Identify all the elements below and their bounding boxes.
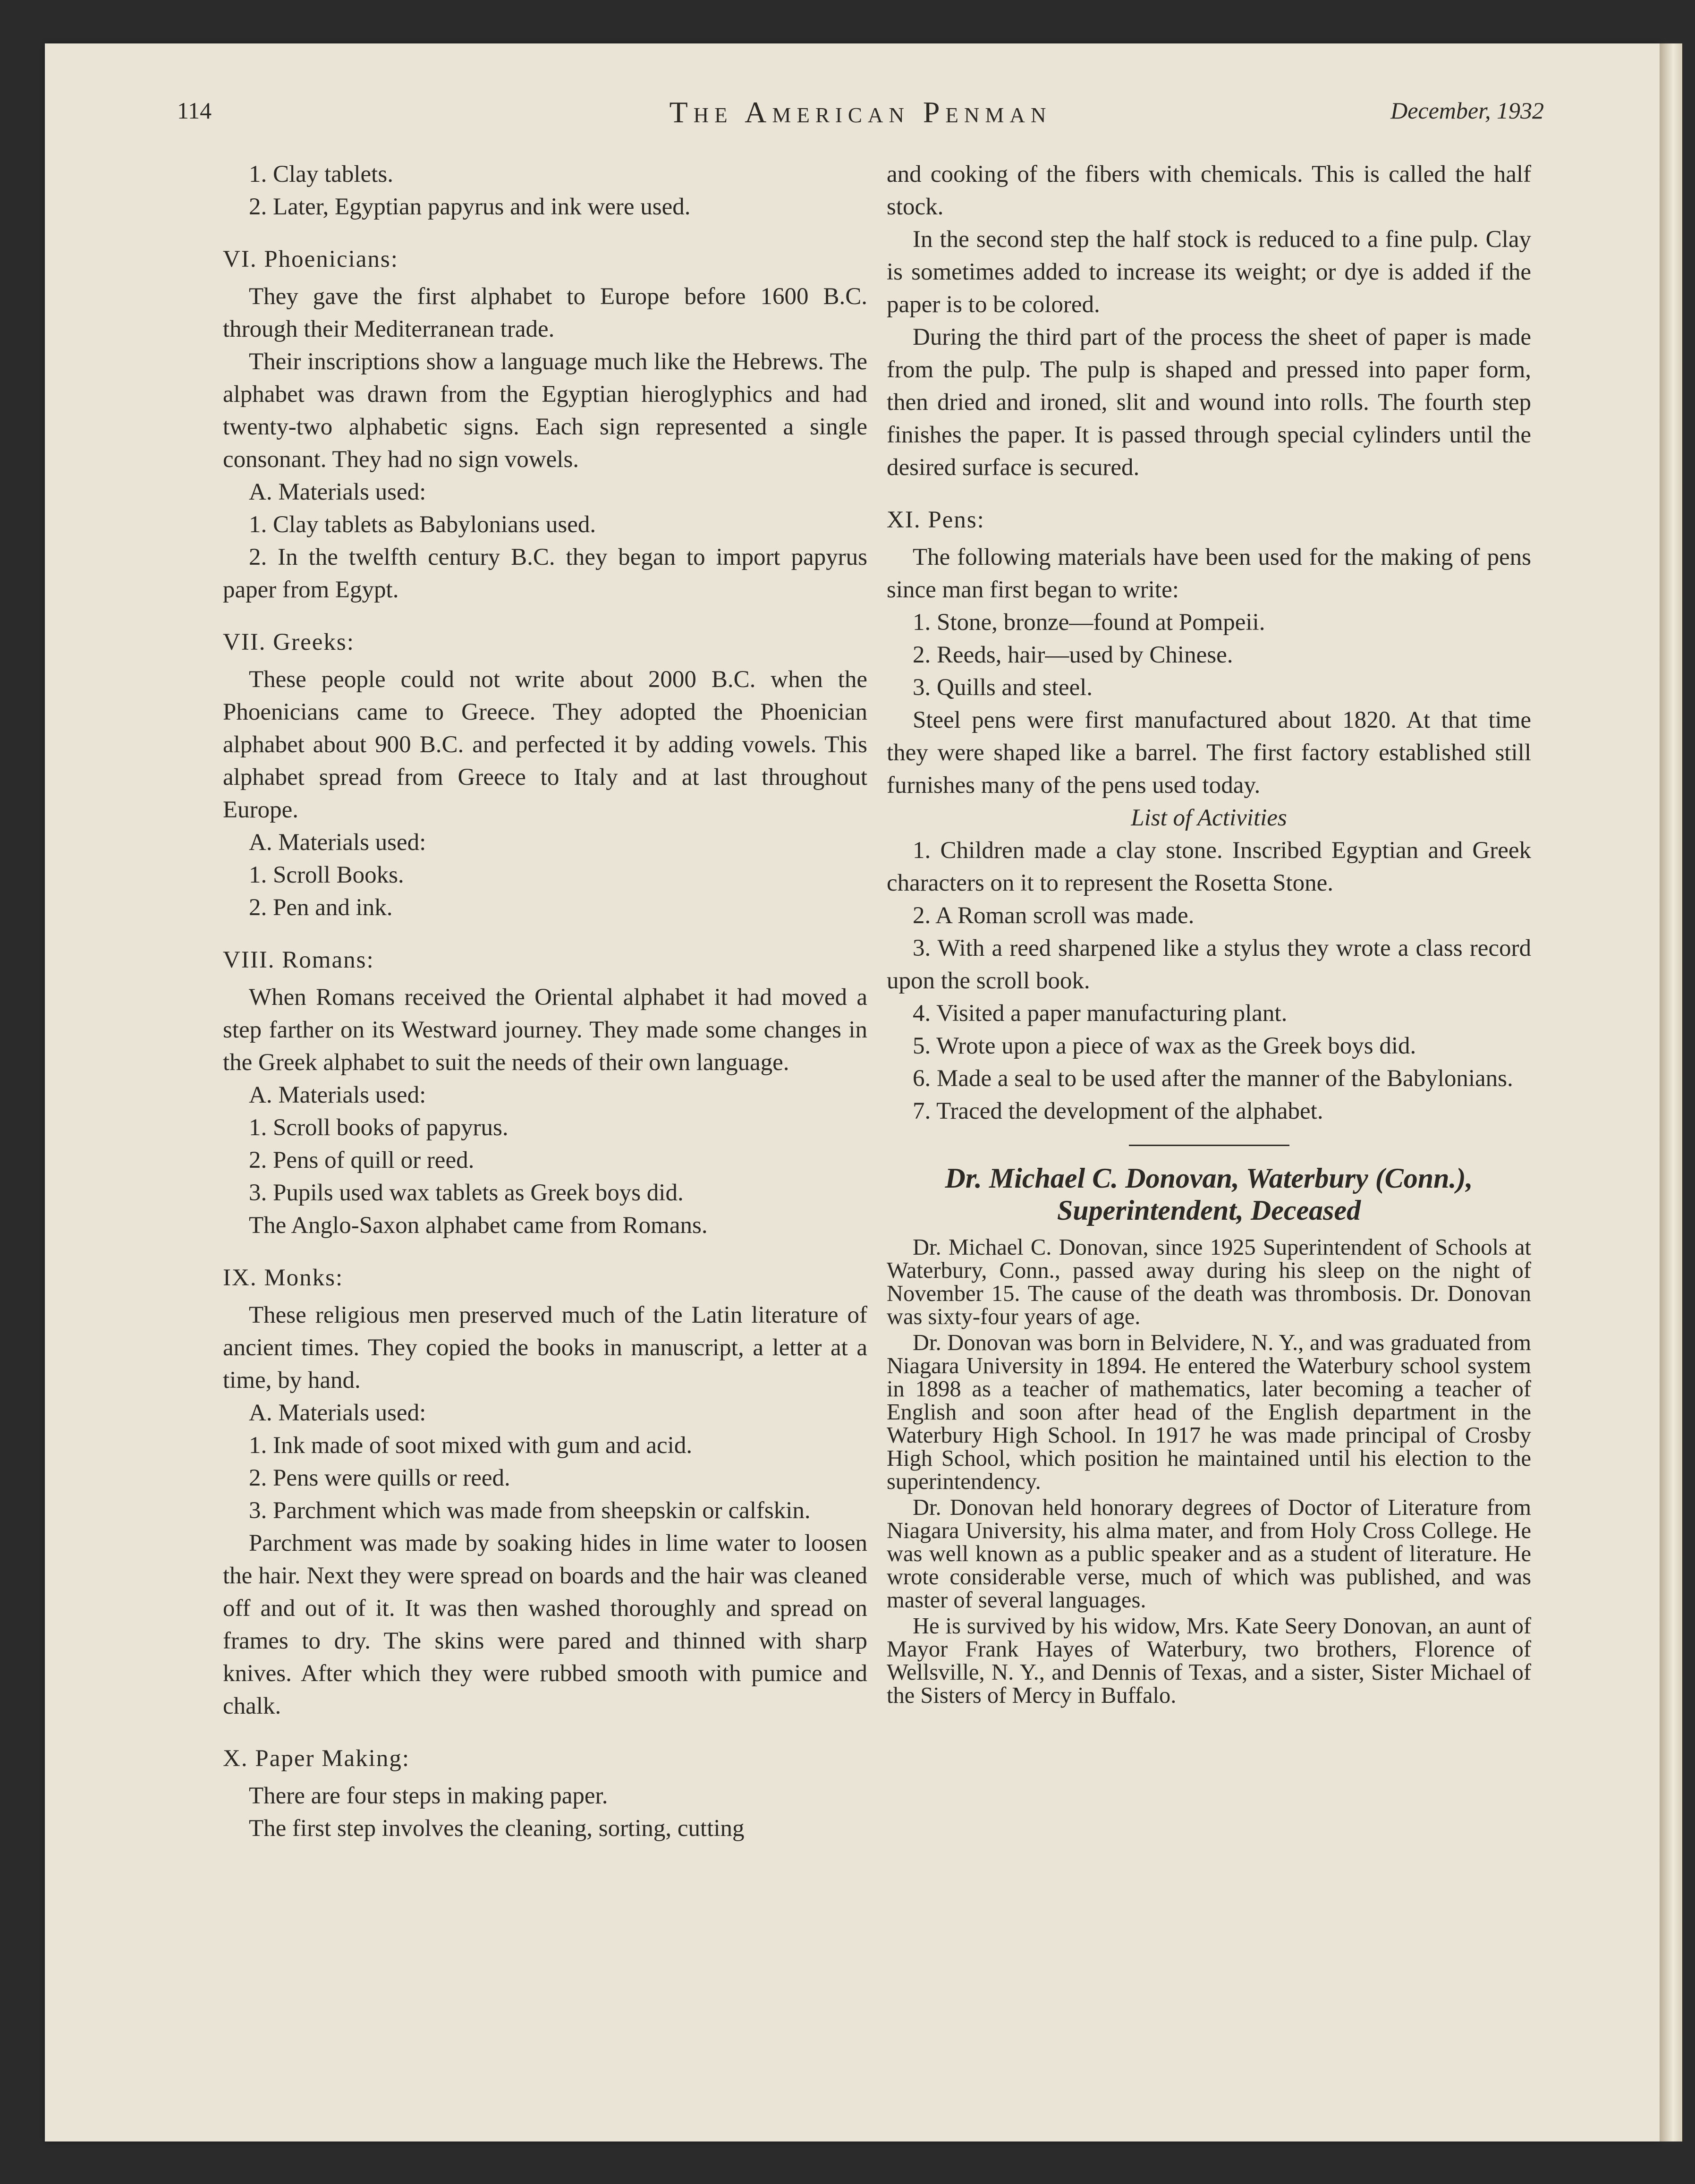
list-item: 2. Pen and ink. bbox=[249, 894, 393, 921]
list-item: 2. Pens were quills or reed. bbox=[249, 1465, 510, 1491]
page-spine bbox=[1660, 43, 1682, 2142]
page-number: 114 bbox=[177, 97, 212, 124]
paragraph: Parchment was made by soaking hides in lime water to loosen the hair. Next they were spread on boards and the hair was cleaned off and out of it. It was then washed thoroughly and spread on frames to dry. The skins were pared and thinned with sharp knives. After which they were rubbed smooth with pumice and chalk. bbox=[223, 1530, 867, 1719]
list-item: 3. Pupils used wax tablets as Greek boys did. bbox=[249, 1180, 684, 1206]
list-item: 2. Pens of quill or reed. bbox=[249, 1147, 475, 1173]
page-header bbox=[177, 97, 1544, 135]
paragraph: Dr. Donovan held honorary degrees of Doctor of Literature from Niagara University, his alma mater, and from Holy Cross College. He was well known as a public speaker and as a student of literature. He wrote considerable verse, much of which was published, and was master of several languages. bbox=[887, 1495, 1531, 1613]
activity-item: 6. Made a seal to be used after the manner of the Babylonians. bbox=[913, 1065, 1513, 1092]
left-column bbox=[223, 158, 867, 1845]
list-item: 2. In the twelfth century B.C. they began to import papyrus paper from Egypt. bbox=[223, 544, 867, 603]
paragraph: These religious men preserved much of the Latin literature of ancient times. They copied the books in manuscript, a letter at a time, by hand. bbox=[223, 1302, 867, 1394]
obituary-title-line-2: Superintendent, Deceased bbox=[1057, 1195, 1361, 1226]
list-item: 1. Scroll books of papyrus. bbox=[249, 1114, 508, 1141]
list-item: 2. Later, Egyptian papyrus and ink were used. bbox=[249, 194, 691, 220]
section-heading: XI. Pens: bbox=[887, 507, 985, 533]
paragraph: The following materials have been used for the making of pens since man first began to write: bbox=[887, 544, 1531, 603]
obituary-title-line-1: Dr. Michael C. Donovan, Waterbury (Conn.), bbox=[945, 1163, 1473, 1194]
activities-title: List of Activities bbox=[1131, 805, 1287, 831]
paragraph: During the third part of the process the sheet of paper is made from the pulp. The pulp is shaped and pressed into paper form, then dried and ironed, slit and wound into rolls. The fourth step finishes the paper. It is passed through special cylinders until the desired surface is secured. bbox=[887, 324, 1531, 481]
list-item: A. Materials used: bbox=[249, 829, 426, 856]
paragraph: The Anglo-Saxon alphabet came from Romans. bbox=[249, 1212, 708, 1239]
list-item: 2. Reeds, hair—used by Chinese. bbox=[913, 642, 1233, 668]
activity-item: 2. A Roman scroll was made. bbox=[913, 902, 1195, 929]
list-item: 1. Clay tablets. bbox=[249, 161, 393, 187]
section-heading: VIII. Romans: bbox=[223, 947, 374, 973]
activity-item: 4. Visited a paper manufacturing plant. bbox=[913, 1000, 1288, 1027]
list-item: A. Materials used: bbox=[249, 1082, 426, 1108]
right-column bbox=[887, 158, 1531, 1707]
obituary-title bbox=[887, 1162, 1531, 1226]
section-heading: IX. Monks: bbox=[223, 1265, 344, 1291]
paragraph: Dr. Donovan was born in Belvidere, N. Y., and was graduated from Niagara University in 1894. He entered the Waterbury school system in 1898 as a teacher of mathematics, later becoming a teacher of English and soon after head of the English department in the Waterbury High School. In 1917 he was made principal of Crosby High School, which position he maintained until his election to the superintendency. bbox=[887, 1330, 1531, 1494]
activity-item: 5. Wrote upon a piece of wax as the Greek boys did. bbox=[913, 1033, 1416, 1059]
paragraph: These people could not write about 2000 B.C. when the Phoenicians came to Greece. They adopted the Phoenician alphabet about 900 B.C. and perfected it by adding vowels. This alphabet spread from Greece to Italy and at last throughout Europe. bbox=[223, 666, 867, 823]
list-item: 1. Stone, bronze—found at Pompeii. bbox=[913, 609, 1265, 636]
paragraph: Dr. Michael C. Donovan, since 1925 Superintendent of Schools at Waterbury, Conn., passed away during his sleep on the night of November 15. The cause of the death was thrombosis. Dr. Donovan was sixty-four years of age. bbox=[887, 1235, 1531, 1329]
list-item: A. Materials used: bbox=[249, 479, 426, 505]
list-item: 1. Ink made of soot mixed with gum and acid. bbox=[249, 1432, 693, 1459]
activity-item: 1. Children made a clay stone. Inscribed Egyptian and Greek characters on it to represent the Rosetta Stone. bbox=[887, 837, 1531, 896]
list-item: 1. Scroll Books. bbox=[249, 862, 404, 888]
paragraph: There are four steps in making paper. bbox=[249, 1783, 608, 1809]
list-item: A. Materials used: bbox=[249, 1400, 426, 1426]
paragraph: They gave the first alphabet to Europe before 1600 B.C. through their Mediterranean trade. bbox=[223, 283, 867, 342]
list-item: 1. Clay tablets as Babylonians used. bbox=[249, 511, 596, 538]
section-heading: X. Paper Making: bbox=[223, 1745, 410, 1772]
magazine-title: The American Penman bbox=[669, 95, 1052, 129]
paragraph: When Romans received the Oriental alphabet it had moved a step farther on its Westward journey. They made some changes in the Greek alphabet to suit the needs of their own language. bbox=[223, 984, 867, 1076]
list-item: 3. Parchment which was made from sheepskin or calfskin. bbox=[249, 1497, 811, 1524]
paragraph: In the second step the half stock is reduced to a fine pulp. Clay is sometimes added to increase its weight; or dye is added if the paper is to be colored. bbox=[887, 226, 1531, 318]
section-heading: VII. Greeks: bbox=[223, 629, 355, 655]
paragraph: Their inscriptions show a language much like the Hebrews. The alphabet was drawn from the Egyptian hieroglyphics and had twenty-two alphabetic signs. Each sign represented a single consonant. They had no sign vowels. bbox=[223, 348, 867, 473]
paragraph: He is survived by his widow, Mrs. Kate Seery Donovan, an aunt of Mayor Frank Hayes of Waterbury, two brothers, Florence of Wellsville, N. Y., and Dennis of Texas, and a sister, Sister Michael of the Sisters of Mercy in Buffalo. bbox=[887, 1614, 1531, 1708]
obituary bbox=[887, 1162, 1531, 1707]
list-item: 3. Quills and steel. bbox=[913, 674, 1093, 701]
activity-item: 7. Traced the development of the alphabet. bbox=[913, 1098, 1323, 1124]
paragraph: and cooking of the fibers with chemicals. This is called the half stock. bbox=[887, 161, 1531, 220]
issue-date: December, 1932 bbox=[1390, 97, 1544, 124]
section-divider bbox=[1129, 1145, 1289, 1146]
paragraph: Steel pens were first manufactured about 1820. At that time they were shaped like a barrel. The first factory established still furnishes many of the pens used today. bbox=[887, 707, 1531, 799]
paragraph: The first step involves the cleaning, sorting, cutting bbox=[249, 1815, 745, 1842]
section-heading: VI. Phoenicians: bbox=[223, 246, 398, 272]
activity-item: 3. With a reed sharpened like a stylus they wrote a class record upon the scroll book. bbox=[887, 935, 1531, 994]
